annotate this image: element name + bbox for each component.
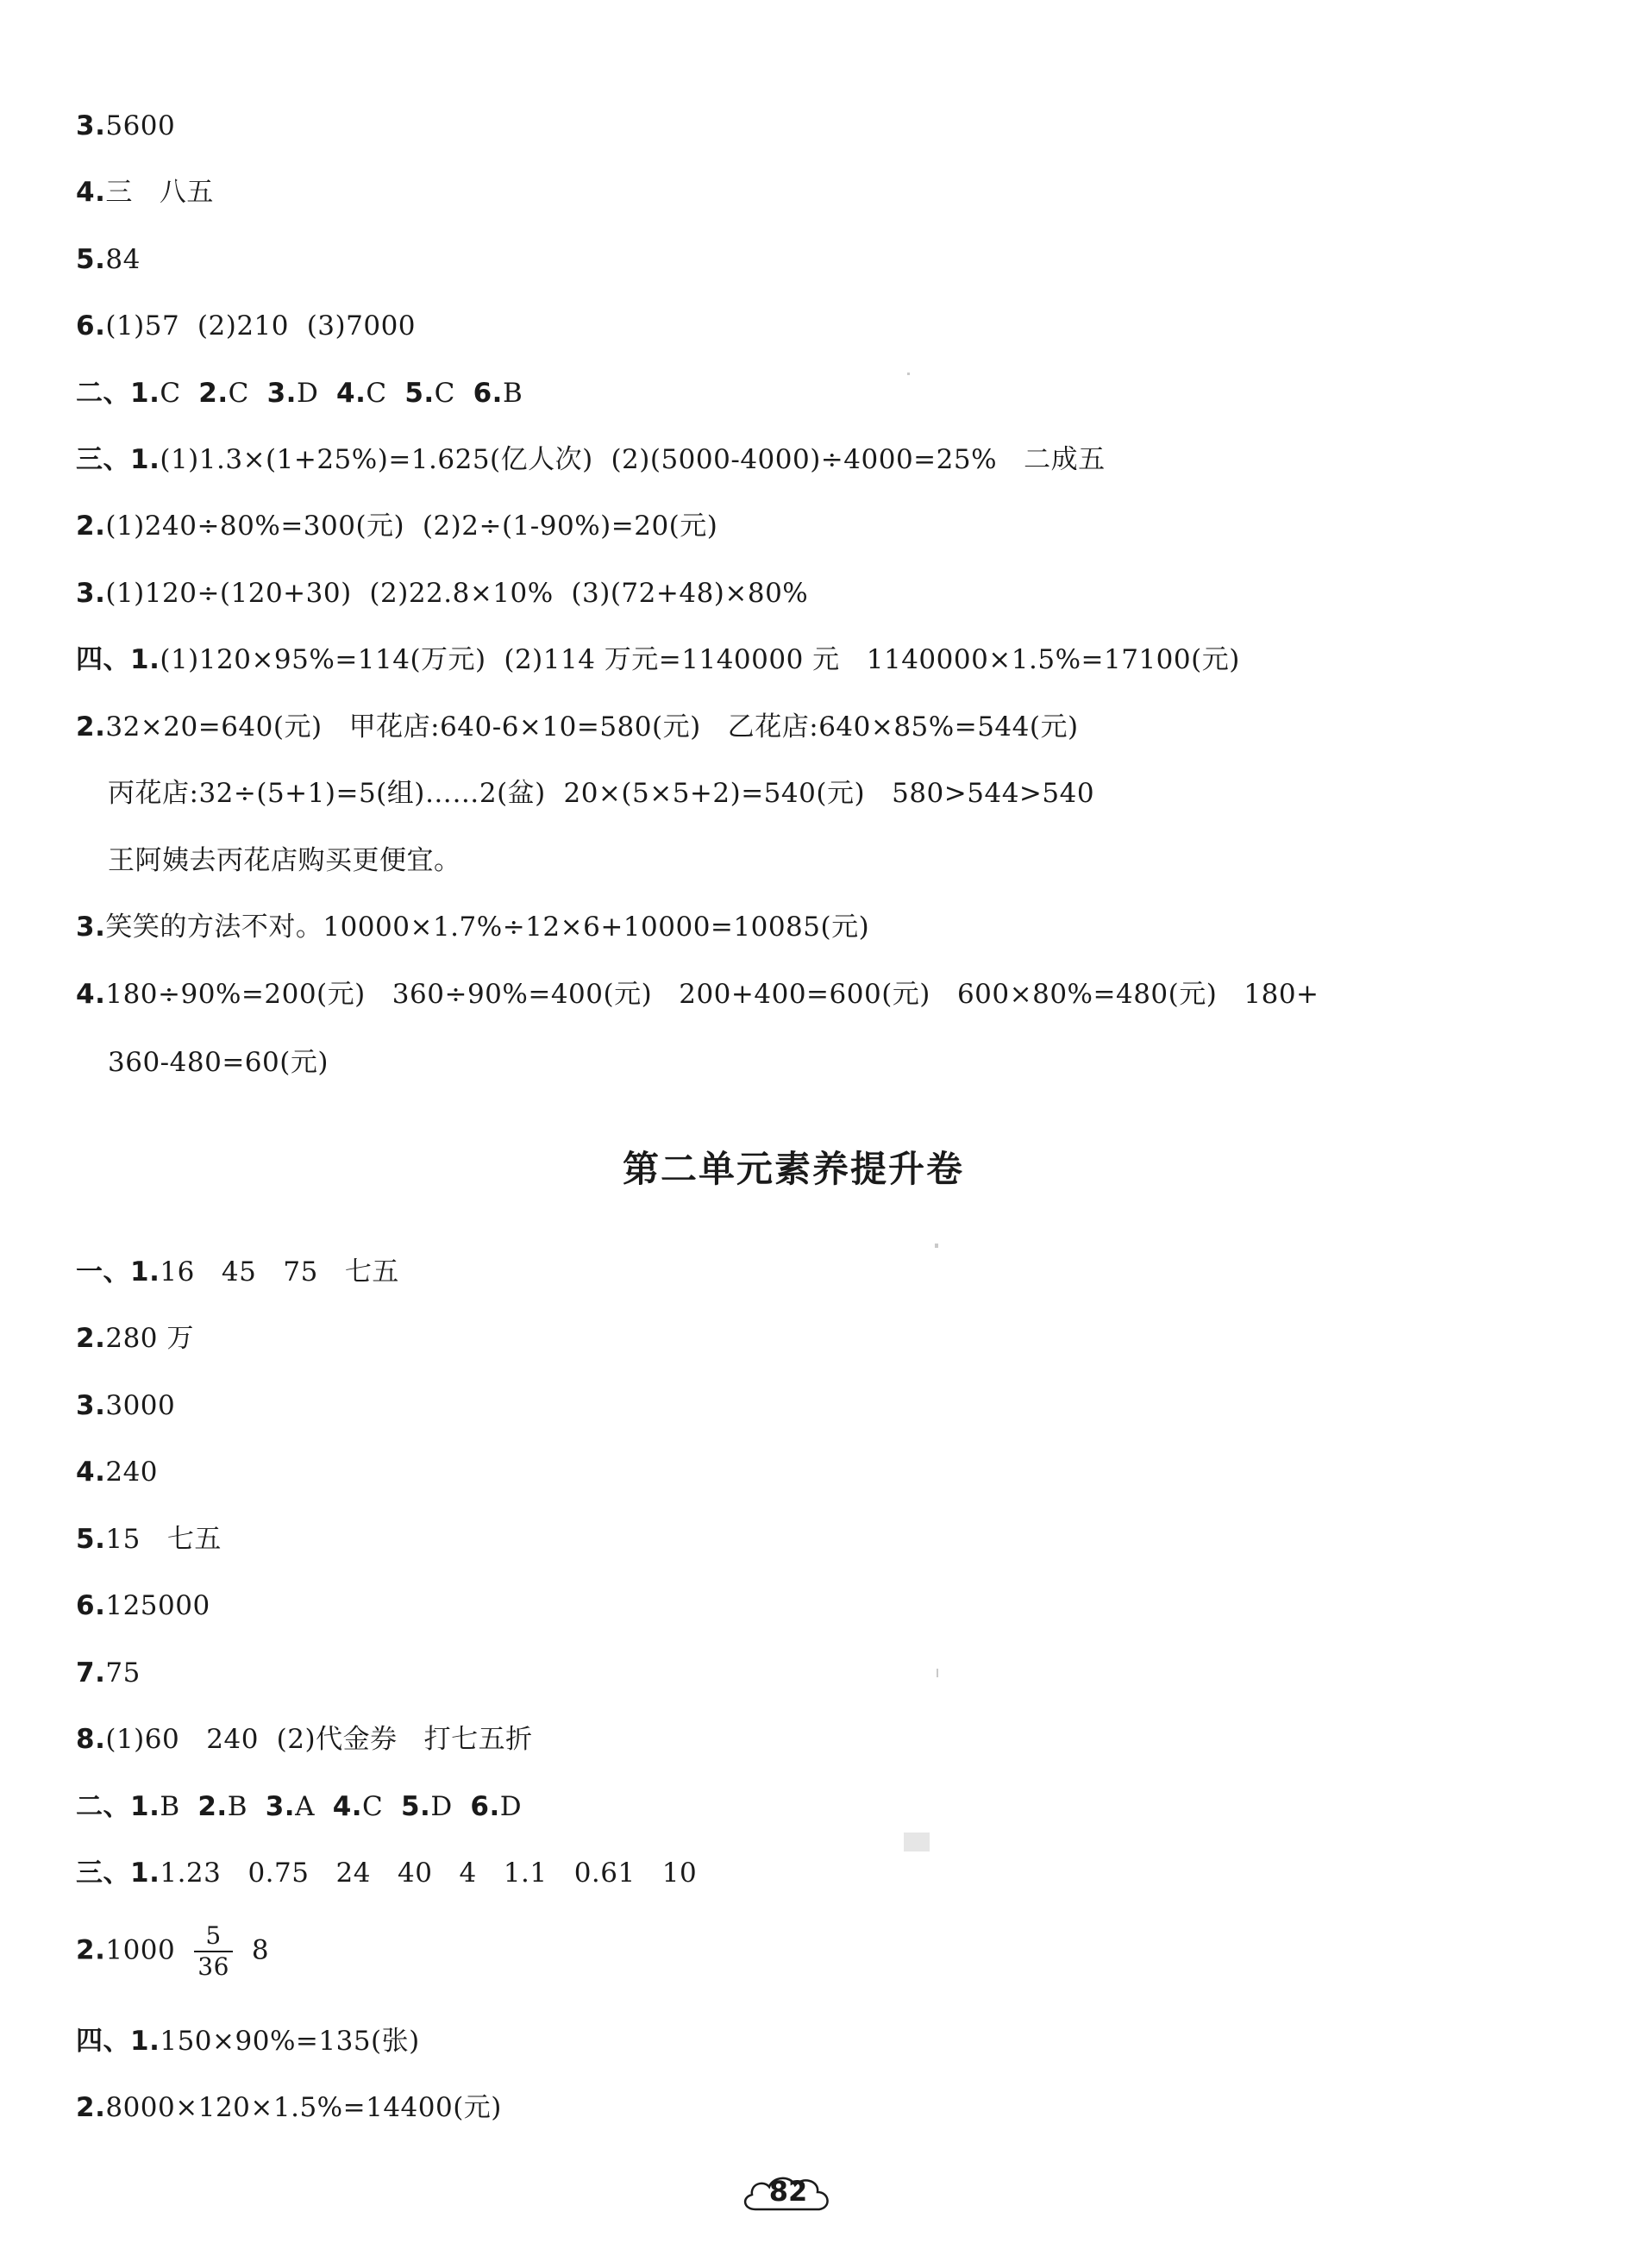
answer-line: 四、1.150×90%=135(张) [76,2026,420,2057]
answer-line: 4.180÷90%=200(元) 360÷90%=400(元) 200+400=600(元) 600×80%=480(元) 180+ [76,979,1319,1010]
answer-line: 5.15 七五 [76,1524,222,1555]
answer-line-fraction: 2.1000 $\frac{5}{36}$ 8 [76,1921,270,1981]
answer-line: 一、1.16 45 75 七五 [76,1256,399,1287]
fraction [194,1921,233,1982]
fraction-denominator: 36 [197,1952,229,1981]
fraction-numerator: 5 [194,1921,233,1952]
answer-line: 4.三 八五 [76,177,214,208]
answer-line: 二、1.B 2.B 3.A 4.C 5.D 6.D [76,1791,523,1822]
scan-speck [935,1244,938,1248]
answer-line: 2.(1)240÷80%=300(元) (2)2÷(1-90%)=20(元) [76,511,718,542]
answer-line: 王阿姨去丙花店购买更便宜。 [108,845,461,876]
answer-line: 3.笑笑的方法不对。10000×1.7%÷12×6+10000=10085(元) [76,912,870,943]
section-title: 第二单元素养提升卷 [622,1148,964,1190]
scan-speck [907,373,910,375]
scan-speck [937,1669,938,1677]
answer-line: 2.32×20=640(元) 甲花店:640-6×10=580(元) 乙花店:640×85%=544(元) [76,711,1079,742]
answer-line: 6.(1)57 (2)210 (3)7000 [76,310,417,341]
answer-line: 3.(1)120÷(120+30) (2)22.8×10% (3)(72+48)×80% [76,578,809,609]
answer-line: 4.240 [76,1457,159,1488]
answer-line: 7.75 [76,1657,141,1688]
answer-line: 2.280 万 [76,1323,194,1354]
answer-line: 二、1.C 2.C 3.D 4.C 5.C 6.B [76,378,523,409]
answer-line: 360-480=60(元) [108,1047,329,1078]
scan-smudge [904,1833,930,1851]
answer-line: 2.8000×120×1.5%=14400(元) [76,2092,502,2123]
page-number: 82 [736,2166,840,2221]
answer-line: 三、1.(1)1.3×(1+25%)=1.625(亿人次) (2)(5000-4000)÷4000=25% 二成五 [76,444,1106,475]
answer-line: 丙花店:32÷(5+1)=5(组)……2(盆) 20×(5×5+2)=540(元) 580>544>540 [108,778,1095,809]
answer-line: 3.5600 [76,110,176,141]
answer-line: 四、1.(1)120×95%=114(万元) (2)114 万元=1140000 元 1140000×1.5%=17100(元) [76,644,1240,675]
answer-line: 6.125000 [76,1590,210,1621]
answer-line: 8.(1)60 240 (2)代金券 打七五折 [76,1724,533,1755]
answer-line: 三、1.1.23 0.75 24 40 4 1.1 0.61 10 [76,1858,698,1889]
answer-line: 3.3000 [76,1390,176,1421]
answer-line: 5.84 [76,244,141,275]
